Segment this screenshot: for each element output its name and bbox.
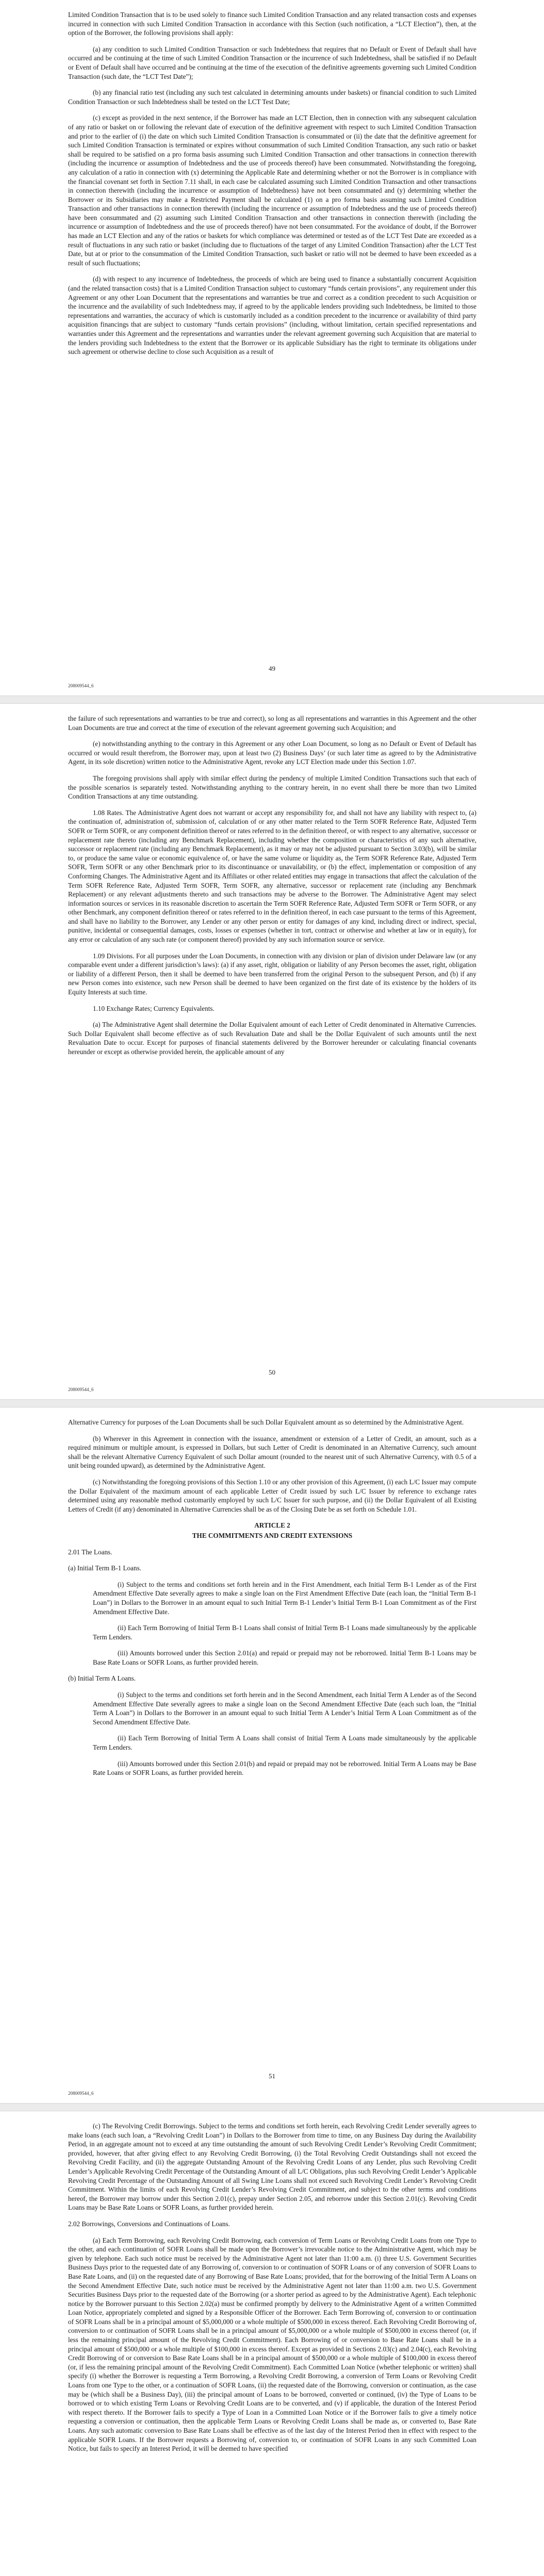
page-separator — [0, 2103, 544, 2111]
page-50 — [0, 704, 544, 1398]
paragraph: (iii) Amounts borrowed under this Section 2.01(b) and repaid or prepaid may not be reborrowed. Initial Term A Loans may be Base Rate Loans or SOFR Loans, as further provided herein. — [93, 1759, 476, 1777]
document-id: 208009544_6 — [68, 683, 94, 688]
article-title: THE COMMITMENTS AND CREDIT EXTENSIONS — [192, 1531, 353, 1539]
paragraph: (c) except as provided in the next sentence, if the Borrower has made an LCT Election, then in connection with any subsequent calculation of any ratio or basket on or following the relevant date of execution of the definitive agreement with respect to such Limited Condition Transaction and prior to the earlier of (i) the date on which such Limited Condition Transaction is consummated or (ii) the date that the definitive agreement for such Limited Condition Transaction is terminated or expires without consummation of such Limited Condition Transaction, any such ratio or basket shall be required to be satisfied on a pro forma basis assuming such Limited Condition Transaction and other transactions in connection therewith (including the incurrence or assumption of Indebtedness and the use of proceeds thereof) have been consummated. Notwithstanding the foregoing, any calculation of a ratio in connection with (x) determining the Applicable Rate and determining whether or not the Borrower is in compliance with the financial covenant set forth in Section 7.11 shall, in each case be calculated assuming such Limited Condition Transaction and other transactions in connection therewith (including the incurrence or assumption of Indebtedness) have not been consummated and (y) determining whether the Borrower or its Subsidiaries may make a Restricted Payment shall be calculated (1) on a pro forma basis assuming such Limited Condition Transaction and other transactions in connection therewith (including the incurrence or assumption of Indebtedness and the use of proceeds thereof) have been consummated and (2) assuming such Limited Condition Transaction and other transactions in connection therewith (including the incurrence or assumption of Indebtedness and the use of proceeds thereof) have not been consummated. For the avoidance of doubt, if the Borrower has made an LCT Election and any of the ratios or baskets for which compliance was determined or tested as of the LCT Test Date are exceeded as a result of fluctuations in any such ratio or basket (including due to fluctuations of the target of any Limited Condition Transaction) after the LCT Test Date, but at or prior to the consummation of the Limited Condition Transaction, such basket or ratio will not be deemed to have been exceeded as a result of such fluctuations; — [68, 114, 476, 267]
paragraph: (a) The Administrative Agent shall determine the Dollar Equivalent amount of each Letter of Credit denominated in Alternative Currencies. Such Dollar Equivalent shall become effective as of such Revaluation Date and shall be the Dollar Equivalent of such amounts until the next Revaluation Date to occur. Except for purposes of financial statements delivered by the Borrower hereunder or calculating financial covenants hereunder or except as otherwise provided herein, the applicable amount of any — [68, 1021, 476, 1056]
paragraph: (c) The Revolving Credit Borrowings. Subject to the terms and conditions set forth herein, each Revolving Credit Lender severally agrees to make loans (each such loan, a “Revolving Credit Loan”) in Dollars to the Borrower from time to time, on any Business Day during the Availability Period, in an aggregate amount not to exceed at any time outstanding the amount of such Revolving Credit Lender’s Revolving Credit Commitment; provided, however, that after giving effect to any Revolving Credit Borrowing, (i) the Total Revolving Credit Outstandings shall not exceed the Revolving Credit Facility, and (ii) the aggregate Outstanding Amount of the Revolving Credit Loans of any Lender, plus such Revolving Credit Lender’s Applicable Revolving Credit Percentage of the Outstanding Amount of all L/C Obligations, plus such Revolving Credit Lender’s Applicable Revolving Credit Percentage of the Outstanding Amount of all Swing Line Loans shall not exceed such Revolving Credit Lender’s Revolving Credit Commitment. Within the limits of each Revolving Credit Lender’s Revolving Credit Commitment, and subject to the other terms and conditions hereof, the Borrower may borrow under this Section 2.01(c), prepay under Section 2.05, and reborrow under this Section 2.01(c). Revolving Credit Loans may be Base Rate Loans or SOFR Loans, as further provided herein. — [68, 2122, 476, 2212]
subsection-heading: (b) Initial Term A Loans. — [68, 1674, 136, 1683]
paragraph: (b) Wherever in this Agreement in connection with the issuance, amendment or extension of a Letter of Credit, an amount, such as a required minimum or multiple amount, is expressed in Dollars, but such Letter of Credit is denominated in an Alternative Currency, such amount shall be the relevant Alternative Currency Equivalent of such Dollar amount (rounded to the nearest unit of such Alternative Currency, with 0.5 of a unit being rounded upward), as determined by the Administrative Agent. — [68, 1434, 476, 1470]
paragraph: (e) notwithstanding anything to the contrary in this Agreement or any other Loan Document, so long as no Default or Event of Default has occurred or would result therefrom, the Borrower may, upon at least two (2) Business Days’ (or such later time as agreed to by the Administrative Agent, in its sole discretion) written notice to the Administrative Agent, revoke any LCT Election made under this Section 1.07. — [68, 740, 476, 766]
paragraph: (ii) Each Term Borrowing of Initial Term A Loans shall consist of Initial Term A Loans made simultaneously by the applicable Term Lenders. — [93, 1734, 476, 1752]
paragraph: the failure of such representations and warranties to be true and correct), so long as all representations and warranties in this Agreement and the other Loan Documents are true and correct at the time of execution of the relevant agreement governing such Acquisition; and — [68, 715, 476, 732]
subsection-heading: (a) Initial Term B-1 Loans. — [68, 1564, 142, 1572]
paragraph: (iii) Amounts borrowed under this Section 2.01(a) and repaid or prepaid may not be reborrowed. Initial Term B-1 Loans may be Base Rate Loans or SOFR Loans, as further provided herein. — [93, 1649, 476, 1666]
paragraph: The foregoing provisions shall apply with similar effect during the pendency of multiple Limited Condition Transactions such that each of the possible scenarios is separately tested. Notwithstanding anything to the contrary herein, in no event shall there be more than two Limited Condition Transactions at any time outstanding. — [68, 774, 476, 801]
paragraph: Limited Condition Transaction that is to be used solely to finance such Limited Condition Transaction and any related transaction costs and expenses incurred in connection with such Limited Condition Transaction in accordance with this Section (such notification, a “LCT Election”), then, at the option of the Borrower, the following provisions shall apply: — [68, 11, 476, 37]
paragraph: (c) Notwithstanding the foregoing provisions of this Section 1.10 or any other provision of this Agreement, (i) each L/C Issuer may compute the Dollar Equivalent of the maximum amount of each applicable Letter of Credit issued by such L/C Issuer by reference to exchange rates determined using any reasonable method customarily employed by such L/C Issuer for such purpose, and (ii) the Dollar Equivalent of all Existing Letters of Credit (if any) denominated in Alternative Currencies shall be as of the Closing Date be as set forth on Schedule 1.01. — [68, 1478, 476, 1513]
page-body — [68, 714, 476, 1064]
page-body — [68, 1418, 476, 1785]
document-id: 208009544_6 — [68, 1387, 94, 1392]
paragraph: (ii) Each Term Borrowing of Initial Term B-1 Loans shall consist of Initial Term B-1 Loans made simultaneously by the applicable Term Lenders. — [93, 1624, 476, 1641]
paragraph: (a) any condition to such Limited Condition Transaction or such Indebtedness that requires that no Default or Event of Default shall have occurred and be continuing at the time of such Limited Condition Transaction or the incurrence of such Indebtedness, shall be satisfied if no Default or Event of Default shall have occurred and be continuing at the time of the execution of the definitive agreements governing such Limited Condition Transaction (such date, the “LCT Test Date”); — [68, 45, 476, 80]
page-separator — [0, 1399, 544, 1408]
section-2-01-heading: 2.01 The Loans. — [68, 1548, 112, 1556]
paragraph: (b) any financial ratio test (including any such test calculated in determining amounts under baskets) or financial condition to such Limited Condition Transaction or such Indebtedness shall be tested on the LCT Test Date; — [68, 89, 476, 106]
article-number: ARTICLE 2 — [254, 1521, 290, 1530]
section-1-08: 1.08 Rates. The Administrative Agent does not warrant or accept any responsibility for, and shall not have any liability with respect to, (a) the continuation of, administration of, submission of, calculation of or any other matter related to the Term SOFR Reference Rate, Adjusted Term SOFR or Term SOFR, or any component definition thereof or rates referred to in the definition thereof, or with respect to any alternative, successor or replacement rate thereto (including any Benchmark Replacement), including whether the composition or characteristics of any such alternative, successor or replacement rate (including any Benchmark Replacement), as it may or may not be adjusted pursuant to Section 3.03(b), will be similar to, or produce the same value or economic equivalence of, or have the same volume or liquidity as, the Term SOFR Reference Rate, Adjusted Term SOFR, Term SOFR or any other Benchmark prior to its discontinuance or unavailability, or (b) the effect, implementation or composition of any Conforming Changes. The Administrative Agent and its Affiliates or other related entities may engage in transactions that affect the calculation of the Term SOFR Reference Rate, Adjusted Term SOFR, Term SOFR, any alternative, successor or replacement rate (including any Benchmark Replacement) or any relevant adjustments thereto and such transactions may be adverse to the Borrower. The Administrative Agent may select information sources or services in its reasonable discretion to ascertain the Term SOFR Reference Rate, Adjusted Term SOFR or Term SOFR, or any other Benchmark, any component definition thereof or rates referred to in the definition thereof, in each case pursuant to the terms of this Agreement, and shall have no liability to the Borrower, any Lender or any other person or entity for damages of any kind, including direct or indirect, special, punitive, incidental or consequential damages, costs, losses or expenses (whether in tort, contract or otherwise and whether at law or in equity), for any error or calculation of any such rate (or component thereof) provided by any such information source or service. — [68, 808, 476, 944]
paragraph: (i) Subject to the terms and conditions set forth herein and in the Second Amendment, each Initial Term A Lender as of the Second Amendment Effective Date severally agrees to make a single loan on the Second Amendment Effective Date (each such loan, the “Initial Term A Loan”) in Dollars to the Borrower in an amount equal to such Initial Term A Lender’s Initial Term A Loan Commitment as of the Second Amendment Effective Date. — [93, 1691, 476, 1726]
paragraph: Alternative Currency for purposes of the Loan Documents shall be such Dollar Equivalent amount as so determined by the Administrative Agent. — [68, 1418, 464, 1426]
page-52 — [0, 2111, 544, 2576]
page-body — [68, 10, 476, 364]
paragraph: (d) with respect to any incurrence of Indebtedness, the proceeds of which are being used to finance a substantially concurrent Acquisition (and the related transaction costs) that is a Limited Condition Transaction subject to customary “funds certain provisions”, any requirement under this Agreement or any other Loan Document that the representations and warranties be true and correct as a condition precedent to such Acquisition or the incurrence and the availability of such Indebtedness may, if agreed to by the applicable lenders providing such Indebtedness, be limited to those representations and warranties, the accuracy of which is customarily included as a condition precedent to the incurrence or availability of third party acquisition financings that are subject to customary “funds certain provisions” (including, without limitation, certain specified representations and warranties under this Agreement and the representations and warranties under the relevant agreement governing such Acquisition that are material to the lenders providing such Indebtedness to the extent that the Borrower or its applicable Subsidiary has the right to terminate its obligations under such agreement or otherwise decline to close such Acquisition as a result of — [68, 275, 476, 356]
section-2-02-heading: 2.02 Borrowings, Conversions and Continuations of Loans. — [68, 2219, 230, 2228]
page-number: 49 — [269, 665, 275, 672]
page-number: 50 — [269, 1368, 275, 1376]
page-51 — [0, 1408, 544, 2102]
page-body — [68, 2122, 476, 2461]
section-1-09: 1.09 Divisions. For all purposes under the Loan Documents, in connection with any division or plan of division under Delaware law (or any comparable event under a different jurisdiction’s laws): (a) if any asset, right, obligation or liability of any Person becomes the asset, right, obligation or liability of a different Person, then it shall be deemed to have been transferred from the original Person to the subsequent Person, and (b) if any new Person comes into existence, such new Person shall be deemed to have been organized on the first date of its existence by the holders of its Equity Interests at such time. — [68, 952, 476, 996]
page-number: 51 — [269, 2072, 275, 2080]
document-id: 208009544_6 — [68, 2091, 94, 2096]
paragraph: (i) Subject to the terms and conditions set forth herein and in the First Amendment, each Initial Term B-1 Lender as of the First Amendment Effective Date severally agrees to make a single loan on the First Amendment Effective Date (each loan, the “Initial Term B-1 Loan”) in Dollars to the Borrower in an amount equal to such Initial Term B-1 Lender’s Initial Term B-1 Loan Commitment as of the First Amendment Effective Date. — [93, 1580, 476, 1616]
page-49 — [0, 0, 544, 694]
paragraph: (a) Each Term Borrowing, each Revolving Credit Borrowing, each conversion of Term Loans or Revolving Credit Loans from one Type to the other, and each continuation of SOFR Loans shall be made upon the Borrower’s irrevocable notice to the Administrative Agent, which may be given by telephone. Each such notice must be received by the Administrative Agent not later than 11:00 a.m. (i) three U.S. Government Securities Business Days prior to the requested date of any Borrowing of, conversion to or continuation of SOFR Loans or of any conversion of SOFR Loans to Base Rate Loans, and (ii) on the requested date of any Borrowing of Base Rate Loans; provided, that for the borrowing of the Initial Term A Loans on the Second Amendment Effective Date, such notice must be received by the Administrative Agent not later than 11:00 a.m. two U.S. Government Securities Business Days prior to the requested date of the Borrowing (or a shorter period as agreed to by the Administrative Agent). Each telephonic notice by the Borrower pursuant to this Section 2.02(a) must be confirmed promptly by delivery to the Administrative Agent of a written Committed Loan Notice, appropriately completed and signed by a Responsible Officer of the Borrower. Each Term Borrowing of, conversion to or continuation of SOFR Loans shall be in a principal amount of $5,000,000 or a whole multiple of $500,000 in excess thereof. Each Revolving Credit Borrowing of, conversion to or continuation of SOFR Loans shall be in a principal amount of $5,000,000 or a whole multiple of $500,000 in excess thereof (or, if less the remaining principal amount of the Revolving Credit Commitment). Each Borrowing of or conversion to Base Rate Loans shall be in a principal amount of $500,000 or a whole multiple of $100,000 in excess thereof. Except as provided in Sections 2.03(c) and 2.04(c), each Revolving Credit Borrowing of or conversion to Base Rate Loans shall be in a principal amount of $500,000 or a whole multiple of $100,000 in excess thereof (or, if less the remaining principal amount of the Revolving Credit Commitment). Each Committed Loan Notice (whether telephonic or written) shall specify (i) whether the Borrower is requesting a Term Borrowing, a Revolving Credit Borrowing, a conversion of Term Loans or Revolving Credit Loans from one Type to the other, or a continuation of SOFR Loans, (ii) the requested date of the Borrowing, conversion or continuation, as the case may be (which shall be a Business Day), (iii) the principal amount of Loans to be borrowed, converted or continued, (iv) the Type of Loans to be borrowed or to which existing Term Loans or Revolving Credit Loans are to be converted, and (v) if applicable, the duration of the Interest Period with respect thereto. If the Borrower fails to specify a Type of Loan in a Committed Loan Notice or if the Borrower fails to give a timely notice requesting a conversion or continuation, then the applicable Term Loans or Revolving Credit Loans shall be made as, or converted to, Base Rate Loans. Any such automatic conversion to Base Rate Loans shall be effective as of the last day of the Interest Period then in effect with respect to the applicable SOFR Loans. If the Borrower requests a Borrowing of, conversion to, or continuation of SOFR Loans in any such Committed Loan Notice, but fails to specify an Interest Period, it will be deemed to have specified — [68, 2236, 476, 2453]
section-1-10-heading: 1.10 Exchange Rates; Currency Equivalents. — [93, 1004, 215, 1012]
page-separator — [0, 696, 544, 704]
